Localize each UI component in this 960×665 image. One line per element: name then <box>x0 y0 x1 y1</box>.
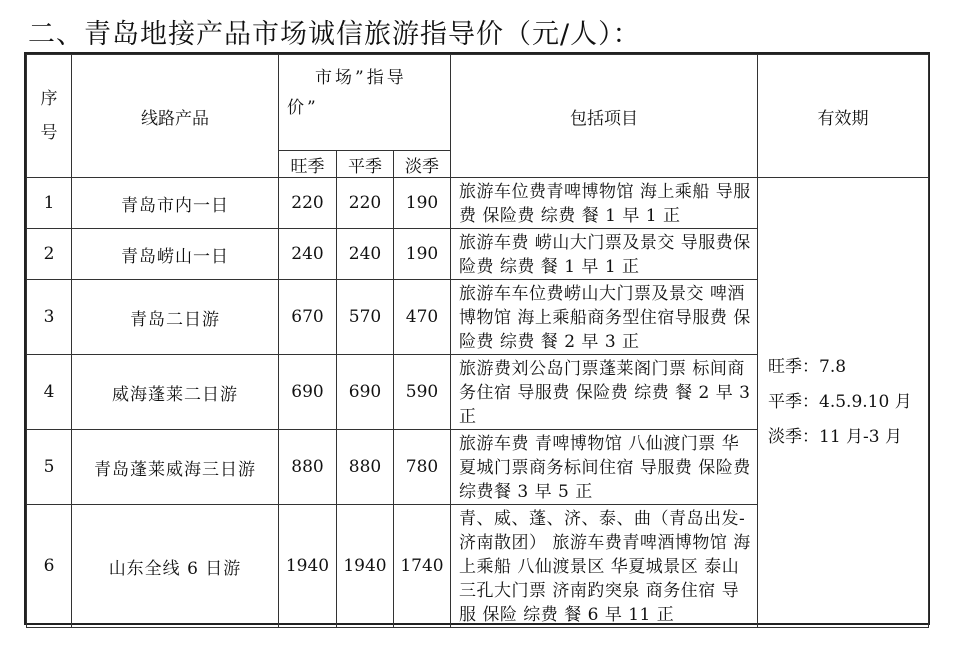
row-mid-price: 880 <box>337 430 394 505</box>
row-route: 青岛崂山一日 <box>72 229 279 280</box>
includes-line: 青、威、蓬、济、泰、曲（青岛出发- <box>459 509 746 529</box>
header-seq <box>27 55 72 178</box>
row-peak-price: 240 <box>279 229 337 280</box>
row-route: 青岛蓬莱威海三日游 <box>72 430 279 505</box>
validity-cell <box>758 178 929 628</box>
includes-line: 务住宿 导服费 保险费 综费 餐 2 早 3 <box>459 383 751 403</box>
row-mid-price: 240 <box>337 229 394 280</box>
row-low-price: 470 <box>394 280 451 355</box>
header-low: 淡季 <box>394 151 451 178</box>
row-includes <box>451 430 758 505</box>
row-route: 青岛二日游 <box>72 280 279 355</box>
row-no: 4 <box>27 355 72 430</box>
row-no: 2 <box>27 229 72 280</box>
includes-line: 济南散团） 旅游车费青啤酒博物馆 海 <box>459 533 751 553</box>
header-includes: 包括项目 <box>451 55 758 178</box>
header-row-top <box>27 55 929 151</box>
includes-line: 费 保险费 综费 餐 1 早 1 正 <box>459 206 681 226</box>
row-mid-price: 690 <box>337 355 394 430</box>
includes-line: 三孔大门票 济南趵突泉 商务住宿 导 <box>459 581 740 601</box>
row-peak-price: 1940 <box>279 505 337 628</box>
header-price-line2: 价” <box>287 98 319 118</box>
includes-line: 旅游车车位费崂山大门票及景交 啤酒 <box>459 284 745 304</box>
includes-line: 上乘船 八仙渡景区 华夏城景区 泰山 <box>459 557 740 577</box>
header-price-line1: 市场”指导 <box>315 68 407 88</box>
row-route: 威海蓬莱二日游 <box>72 355 279 430</box>
validity-peak: 旺季：7.8 <box>768 357 847 377</box>
table-row <box>27 178 929 229</box>
validity-mid: 平季：4.5.9.10 月 <box>768 392 912 412</box>
validity-low: 淡季：11 月-3 月 <box>768 427 902 447</box>
row-no: 3 <box>27 280 72 355</box>
row-low-price: 190 <box>394 178 451 229</box>
header-validity: 有效期 <box>758 55 929 178</box>
includes-line: 旅游费刘公岛门票蓬莱阁门票 标间商 <box>459 359 745 379</box>
page-title: 二、青岛地接产品市场诚信旅游指导价（元/人）： <box>28 19 641 50</box>
row-route: 山东全线 6 日游 <box>72 505 279 628</box>
row-includes <box>451 280 758 355</box>
price-table <box>26 54 929 628</box>
row-low-price: 1740 <box>394 505 451 628</box>
row-low-price: 190 <box>394 229 451 280</box>
row-low-price: 590 <box>394 355 451 430</box>
row-includes <box>451 229 758 280</box>
includes-line: 旅游车费 崂山大门票及景交 导服费保 <box>459 233 751 253</box>
header-price <box>279 55 451 151</box>
header-seq-line1: 序 <box>40 89 58 109</box>
includes-line: 险费 综费 餐 2 早 3 正 <box>459 332 640 352</box>
row-includes <box>451 505 758 628</box>
row-mid-price: 1940 <box>337 505 394 628</box>
includes-line: 夏城门票商务标间住宿 导服费 保险费 <box>459 458 751 478</box>
header-seq-line2: 号 <box>40 123 58 143</box>
includes-line: 旅游车费 青啤博物馆 八仙渡门票 华 <box>459 434 740 454</box>
row-no: 5 <box>27 430 72 505</box>
row-peak-price: 880 <box>279 430 337 505</box>
row-includes <box>451 355 758 430</box>
includes-line: 旅游车位费青啤博物馆 海上乘船 导服 <box>459 182 751 202</box>
header-route: 线路产品 <box>72 55 279 178</box>
row-no: 6 <box>27 505 72 628</box>
row-peak-price: 670 <box>279 280 337 355</box>
row-peak-price: 690 <box>279 355 337 430</box>
includes-line: 正 <box>459 407 477 427</box>
header-peak: 旺季 <box>279 151 337 178</box>
price-table-container <box>24 52 930 625</box>
row-route: 青岛市内一日 <box>72 178 279 229</box>
row-peak-price: 220 <box>279 178 337 229</box>
row-includes <box>451 178 758 229</box>
row-no: 1 <box>27 178 72 229</box>
includes-line: 博物馆 海上乘船商务型住宿导服费 保 <box>459 308 751 328</box>
includes-line: 险费 综费 餐 1 早 1 正 <box>459 257 640 277</box>
row-low-price: 780 <box>394 430 451 505</box>
header-mid: 平季 <box>337 151 394 178</box>
row-mid-price: 570 <box>337 280 394 355</box>
includes-line: 综费餐 3 早 5 正 <box>459 482 593 502</box>
row-mid-price: 220 <box>337 178 394 229</box>
includes-line: 服 保险 综费 餐 6 早 11 正 <box>459 605 675 625</box>
